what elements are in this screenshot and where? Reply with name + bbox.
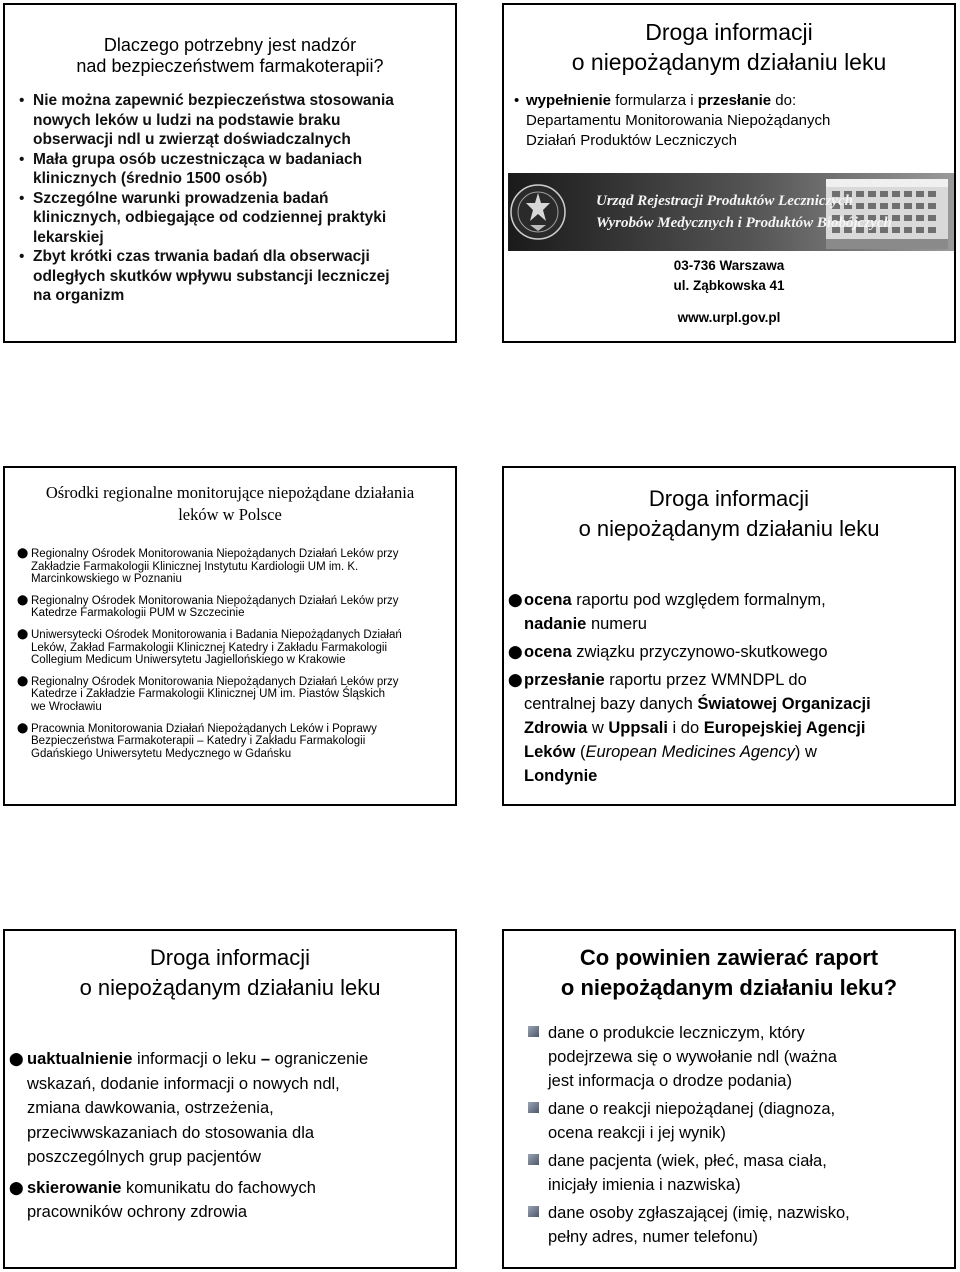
item-line: Szczególne warunki prowadzenia badań bbox=[33, 189, 329, 207]
item-line: zmiana dawkowania, ostrzeżenia, bbox=[27, 1099, 274, 1117]
lead-paragraph bbox=[514, 91, 944, 151]
text: komunikatu do fachowych bbox=[121, 1178, 316, 1197]
item-line: dane pacjenta (wiek, płeć, masa ciała, bbox=[548, 1152, 827, 1170]
title-line: Co powinien zawierać raport bbox=[579, 945, 879, 970]
emphasis: skierowanie bbox=[27, 1178, 122, 1197]
emphasis: przesłanie bbox=[524, 671, 605, 689]
emphasis: Uppsali bbox=[608, 719, 668, 737]
slide-why-supervision bbox=[3, 3, 457, 343]
title-line: nad bezpieczeństwem farmakoterapii? bbox=[76, 56, 384, 76]
text: ) w bbox=[794, 743, 817, 761]
item-line: Katedrze Farmakologii PUM w Szczecinie bbox=[31, 607, 245, 620]
bullet-icon: ⬤ bbox=[508, 592, 523, 607]
building-image-icon bbox=[826, 179, 948, 249]
bullet-list bbox=[9, 1047, 454, 1225]
title-line: Dlaczego potrzebny jest nadzór bbox=[103, 35, 357, 55]
square-bullet-icon bbox=[528, 1206, 539, 1217]
item-line: Regionalny Ośrodek Monitorowania Niepożądanych Działań Leków przy bbox=[31, 594, 399, 607]
square-bullet-icon bbox=[528, 1026, 539, 1037]
list-item bbox=[17, 629, 453, 667]
emphasis: Europejskiej Agencji bbox=[703, 719, 866, 737]
postal-code-city: 03-736 Warszawa bbox=[673, 258, 785, 273]
bullet-icon: ⬤ bbox=[17, 548, 29, 559]
item-line: poszczególnych grup pacjentów bbox=[27, 1148, 261, 1166]
text: raportu pod względem formalnym, bbox=[571, 591, 826, 609]
list-item bbox=[19, 150, 449, 189]
bullet-icon: ⬤ bbox=[17, 594, 29, 606]
item-line: pełny adres, numer telefonu) bbox=[548, 1228, 759, 1246]
bullet-icon: • bbox=[19, 150, 25, 168]
list-item bbox=[17, 548, 453, 586]
item-line: na organizm bbox=[33, 287, 125, 304]
item-line: ocena reakcji i jej wynik) bbox=[548, 1124, 726, 1142]
item-line: we Wrocławiu bbox=[31, 700, 102, 713]
item-line: Pracownia Monitorowania Działań Niepożądanych Leków i Poprawy bbox=[31, 722, 377, 735]
eagle-emblem-icon bbox=[511, 185, 565, 239]
emphasis: Londynie bbox=[524, 767, 598, 785]
item-line: klinicznych, odbiegające od codziennej praktyki bbox=[33, 209, 387, 226]
item-line: lekarskiej bbox=[33, 228, 104, 246]
item-line: nowych leków u ludzi na podstawie braku bbox=[33, 111, 341, 129]
bullet-icon: • bbox=[514, 92, 520, 109]
text: w bbox=[587, 719, 609, 737]
urpl-banner bbox=[508, 173, 954, 251]
item-line: Zakładzie Farmakologii Klinicznej Instytutu Kardiologii UM im. K. bbox=[31, 560, 359, 573]
item-line: jest informacja o drodze podania) bbox=[548, 1072, 792, 1090]
banner-line-1: Urząd Rejestracji Produktów Leczniczych bbox=[596, 193, 854, 209]
text: numeru bbox=[586, 615, 647, 633]
title-line: Droga informacji bbox=[149, 945, 311, 970]
item-line: Regionalny Ośrodek Monitorowania Niepożądanych Działań Leków przy bbox=[31, 675, 399, 688]
street-address: ul. Ząbkowska 41 bbox=[673, 278, 785, 293]
item-line: Uniwersytecki Ośrodek Monitorowania i Badania Niepożądanych Działań bbox=[31, 628, 402, 641]
slide-title bbox=[504, 5, 954, 77]
bullet-icon: • bbox=[19, 248, 25, 265]
square-bullet-icon bbox=[528, 1154, 539, 1165]
list-item bbox=[528, 1201, 936, 1249]
list-item bbox=[17, 676, 453, 714]
list-item bbox=[508, 668, 953, 788]
slide-title bbox=[5, 931, 455, 1003]
title-line: o niepożądanym działaniu leku bbox=[79, 975, 381, 1000]
item-line: Zbyt krótki czas trwania badań dla obserwacji bbox=[33, 248, 370, 265]
item-line: inicjały imienia i nazwiska) bbox=[548, 1176, 741, 1194]
item-line: dane o produkcie leczniczym, który bbox=[548, 1024, 805, 1042]
list-item bbox=[17, 595, 453, 620]
emphasis: ocena bbox=[524, 591, 572, 609]
slide-regional-centres bbox=[3, 466, 457, 806]
item-line: Leków, Zakład Farmakologii Klinicznej Katedry i Zakładu Farmakologii bbox=[31, 641, 388, 654]
item-line: obserwacji ndl u zwierząt doświadczalnych bbox=[33, 131, 351, 148]
title-line: Droga informacji bbox=[645, 19, 813, 45]
emphasis: Światowej Organizacji bbox=[697, 695, 871, 713]
title-line: o niepożądanym działaniu leku bbox=[578, 516, 880, 541]
bullet-icon: ⬤ bbox=[9, 1051, 24, 1066]
emphasis: przesłanie bbox=[697, 92, 772, 109]
text: informacji o leku bbox=[132, 1050, 261, 1068]
item-line: Marcinkowskiego w Poznaniu bbox=[31, 573, 182, 586]
text: formularza i bbox=[611, 92, 698, 109]
text: Działań Produktów Leczniczych bbox=[526, 132, 737, 149]
website-link[interactable]: www.urpl.gov.pl bbox=[677, 310, 781, 325]
slide-info-path-assessment bbox=[502, 466, 956, 806]
text: ograniczenie bbox=[270, 1050, 369, 1068]
square-bullet-icon bbox=[528, 1102, 539, 1113]
slide-title bbox=[5, 5, 455, 77]
title-line: o niepożądanym działaniu leku? bbox=[560, 975, 898, 1000]
list-item bbox=[9, 1047, 454, 1170]
item-line: przeciwwskazaniach do stosowania dla bbox=[27, 1123, 315, 1142]
list-item bbox=[508, 588, 953, 636]
emphasis: wypełnienie bbox=[526, 92, 612, 109]
bullet-icon: ⬤ bbox=[9, 1179, 24, 1195]
list-item bbox=[528, 1097, 936, 1145]
slide-title bbox=[5, 468, 455, 526]
slide-report-contents bbox=[502, 929, 956, 1269]
item-line: Nie można zapewnić bezpieczeństwa stosowania bbox=[33, 92, 394, 109]
centre-list bbox=[17, 548, 453, 760]
list-item bbox=[17, 723, 453, 761]
item-line: pracowników ochrony zdrowia bbox=[27, 1203, 248, 1221]
emphasis: Leków bbox=[524, 743, 576, 761]
bullet-icon: ⬤ bbox=[508, 672, 523, 687]
list-item bbox=[508, 640, 953, 664]
item-line: podejrzewa się o wywołanie ndl (ważna bbox=[548, 1048, 837, 1066]
bullet-icon: ⬤ bbox=[508, 644, 523, 659]
title-line: o niepożądanym działaniu leku bbox=[571, 49, 887, 75]
emphasis: uaktualnienie bbox=[27, 1050, 133, 1068]
text: związku przyczynowo-skutkowego bbox=[571, 643, 828, 661]
bullet-list bbox=[528, 1021, 936, 1249]
text: Departamentu Monitorowania Niepożądanych bbox=[526, 112, 831, 129]
item-line: dane o reakcji niepożądanej (diagnoza, bbox=[548, 1100, 836, 1118]
list-item bbox=[19, 91, 449, 150]
slide-info-path-urpl bbox=[502, 3, 956, 343]
title-line: Droga informacji bbox=[648, 486, 810, 511]
slide-info-path-update bbox=[3, 929, 457, 1269]
bullet-icon: • bbox=[19, 189, 25, 207]
bullet-icon: • bbox=[19, 92, 25, 109]
item-line: dane osoby zgłaszającej (imię, nazwisko, bbox=[548, 1204, 850, 1222]
slide-title bbox=[504, 931, 954, 1003]
text: i do bbox=[667, 719, 704, 737]
item-line: Collegium Medicum Uniwersytetu Jagiellońskiego w Krakowie bbox=[31, 654, 346, 667]
item-line: Gdańskiego Uniwersytetu Medycznego w Gdańsku bbox=[31, 747, 292, 760]
italic-text: European Medicines Agency bbox=[585, 743, 795, 761]
item-line: Katedrze i Zakładzie Farmakologii Klinicznej UM im. Piastów Śląskich bbox=[31, 688, 386, 701]
text: centralnej bazy danych bbox=[524, 695, 698, 713]
text: raportu przez WMNDPL do bbox=[604, 671, 807, 689]
banner-line-2: Wyrobów Medycznych i Produktów Biobójczych bbox=[596, 215, 892, 231]
slide-title bbox=[504, 468, 954, 544]
list-item bbox=[528, 1021, 936, 1093]
item-line: odległych skutków wpływu substancji leczniczej bbox=[33, 267, 390, 285]
list-item bbox=[9, 1176, 454, 1225]
item-line: Mała grupa osób uczestnicząca w badaniach bbox=[33, 150, 363, 168]
emphasis: ocena bbox=[524, 643, 572, 661]
title-line: Ośrodki regionalne monitorujące niepożądane działania bbox=[45, 483, 415, 502]
bullet-icon: ⬤ bbox=[17, 628, 29, 640]
item-line: wskazań, dodanie informacji o nowych ndl, bbox=[27, 1074, 340, 1093]
text: do: bbox=[771, 92, 797, 109]
text: ( bbox=[575, 743, 586, 761]
emphasis: – bbox=[260, 1050, 271, 1068]
bullet-icon: ⬤ bbox=[17, 722, 29, 734]
item-line: Regionalny Ośrodek Monitorowania Niepożądanych Działań Leków przy bbox=[31, 548, 399, 560]
bullet-icon: ⬤ bbox=[17, 675, 29, 687]
bullet-list bbox=[19, 91, 449, 306]
list-item bbox=[528, 1149, 936, 1197]
list-item bbox=[19, 247, 449, 306]
bullet-list bbox=[508, 588, 953, 788]
item-line: Bezpieczeństwa Farmakoterapii – Katedry i Zakładu Farmakologii bbox=[31, 735, 366, 748]
emphasis: nadanie bbox=[524, 615, 587, 633]
item-line: klinicznych (średnio 1500 osób) bbox=[33, 170, 268, 187]
emphasis: Zdrowia bbox=[524, 719, 588, 737]
title-line: leków w Polsce bbox=[178, 505, 282, 524]
list-item bbox=[19, 189, 449, 248]
